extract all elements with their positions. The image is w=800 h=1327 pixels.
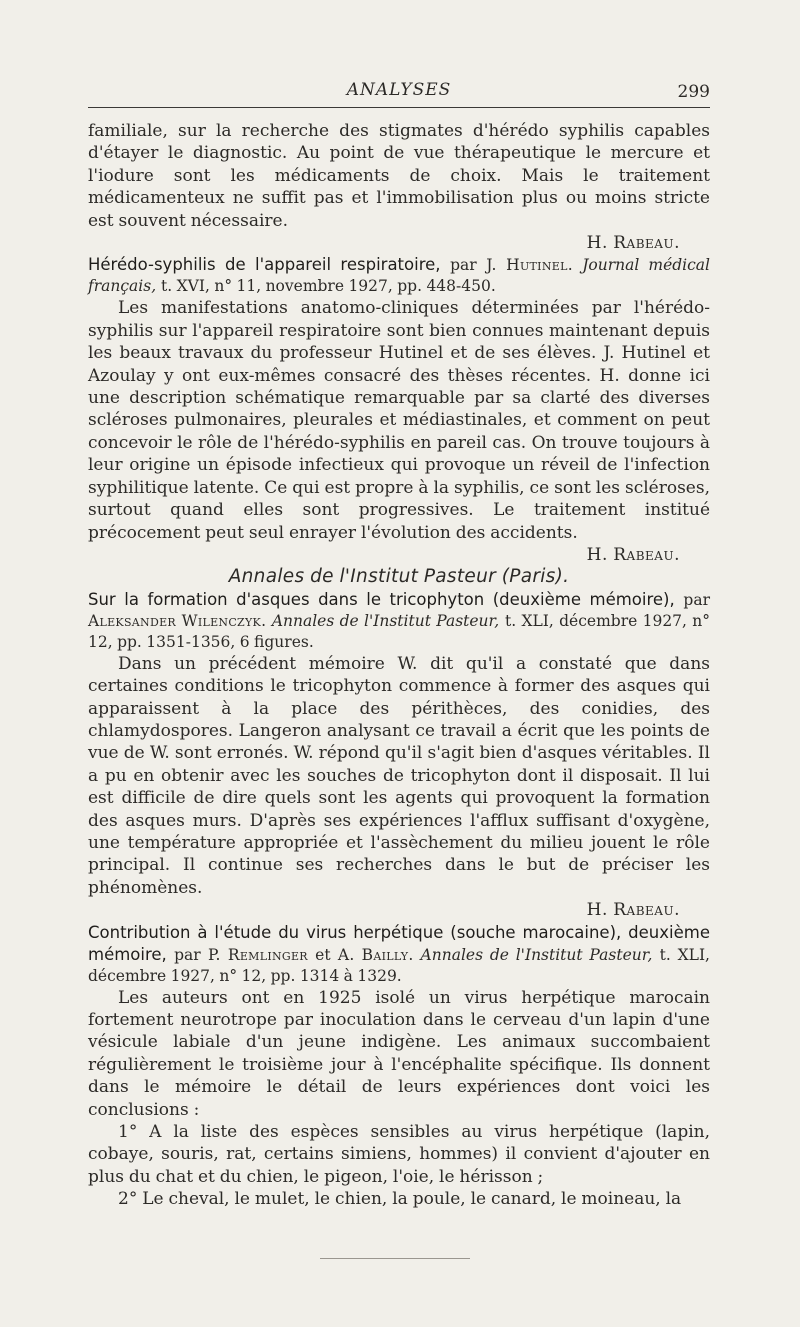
- article-title: Sur la formation d'asques dans le tricophyton (deuxième mémoire),: [88, 589, 675, 609]
- article-heading: [88, 254, 710, 297]
- journal-name: Annales de l'Institut Pasteur,: [420, 945, 653, 964]
- author-separator: .: [567, 256, 573, 275]
- author-separator: .: [261, 611, 267, 630]
- author-prefix: par: [174, 945, 201, 964]
- author-conjunction: et: [315, 945, 331, 964]
- citation-details: t. XVI, n° 11, novembre 1927, pp. 448-450.: [161, 277, 496, 296]
- page-bottom-mark: [320, 1258, 470, 1259]
- intro-paragraph: familiale, sur la recherche des stigmates d'hérédo syphilis capables d'étayer le diagnostic. Au point de vue thérapeutique le mercure et l'iodure sont les médicaments de choix. Mais le traitement médicamenteux ne suffit pas et l'immobilisation plus ou moins stricte est souvent nécessaire.: [88, 121, 710, 231]
- article-title: Hérédo-syphilis de l'appareil respiratoire,: [88, 255, 441, 275]
- section-heading-location: (Paris).: [501, 566, 570, 588]
- journal-name: Journal médical français,: [88, 256, 711, 296]
- running-title: ANALYSES: [346, 80, 452, 100]
- article-body: Dans un précédent mémoire W. dit qu'il a constaté que dans certaines conditions le tricophyton commence à former des asques qui apparaissent à la place des périthèces, des conidies, des chlamydospores. Langeron analysant ce travail a écrit que les points de vue de W. sont erronés. W. répond qu'il s'agit bien d'asques véritables. Il a pu en obtenir avec les souches de tricophyton dont il disposait. Il lui est difficile de dire quels sont les agents qui provoquent la formation des asques murs. D'après ses expériences l'afflux suffisant d'oxygène, une température appropriée et l'assèchement du milieu jouent le rôle principal. Il continue ses recherches dans le but de préciser les phénomènes.: [88, 653, 710, 898]
- article-author: Aleksander Wilenczyk: [88, 611, 262, 630]
- citation-details: t. XLI, décembre 1927, n° 12, pp. 1351-1356, 6 figures.: [88, 611, 711, 651]
- article-signature: [88, 899, 710, 921]
- signature-text: H. Rabeau.: [586, 544, 680, 565]
- article-heading: [88, 589, 710, 653]
- article-signature: [88, 544, 710, 566]
- article-author: P. Remlinger: [207, 945, 308, 964]
- page-number: 299: [677, 82, 710, 102]
- article-title: Contribution à l'étude du virus herpétique (souche marocaine), deuxième mémoire,: [88, 922, 710, 964]
- header-rule: [88, 107, 710, 108]
- article-body: Les auteurs ont en 1925 isolé un virus herpétique marocain fortement neurotrope par inoculation dans le cerveau d'un lapin d'une vésicule labiale d'un jeune indigène. Les animaux succombaient régulièrement le troisième jour à l'encéphalite spécifique. Ils donnent dans le mémoire le détail de leurs expériences dont voici les conclusions :: [88, 987, 710, 1120]
- citation-details: t. XLI, décembre 1927, n° 12, pp. 1314 à 1329.: [88, 945, 710, 985]
- conclusion-item: 2° Le cheval, le mulet, le chien, la poule, le canard, le moineau, la: [118, 1189, 682, 1210]
- intro-signature: [88, 232, 710, 254]
- section-heading-title: Annales de l'Institut Pasteur: [228, 566, 497, 588]
- section-heading: [88, 566, 710, 588]
- signature-text: H. Rabeau.: [586, 900, 680, 921]
- article-body: Les manifestations anatomo-cliniques déterminées par l'hérédo-syphilis sur l'appareil respiratoire sont bien connues maintenant depuis les beaux travaux du professeur Hutinel et de ses élèves. J. Hutinel et Azoulay y ont eux-mêmes consacré des thèses récentes. H. donne ici une description schématique remarquable par sa clarté des diverses scléroses pulmonaires, pleurales et médiastinales, et comment on peut concevoir le rôle de l'hérédo-syphilis en pareil cas. On trouve toujours à leur origine un épisode infectieux qui provoque un réveil de l'infection syphilitique latente. Ce qui est propre à la syphilis, ce sont les scléroses, surtout quand elles sont progressives. Le traitement institué précocement peut seul enrayer l'évolution des accidents.: [88, 298, 710, 543]
- signature-text: H. Rabeau.: [586, 233, 680, 254]
- page-content: [88, 120, 710, 1211]
- article-author: J. Hutinel: [486, 256, 568, 275]
- page-header: [88, 76, 710, 106]
- author-prefix: par: [450, 256, 477, 275]
- article-heading: [88, 922, 710, 987]
- article-author: A. Bailly: [337, 945, 409, 964]
- author-separator: .: [408, 945, 414, 964]
- author-prefix: par: [683, 590, 710, 609]
- journal-name: Annales de l'Institut Pasteur,: [271, 611, 500, 630]
- conclusion-item: 1° A la liste des espèces sensibles au virus herpétique (lapin, cobaye, souris, rat, certains simiens, hommes) il convient d'ajouter en plus du chat et du chien, le pigeon, l'oie, le hérisson ;: [88, 1122, 710, 1187]
